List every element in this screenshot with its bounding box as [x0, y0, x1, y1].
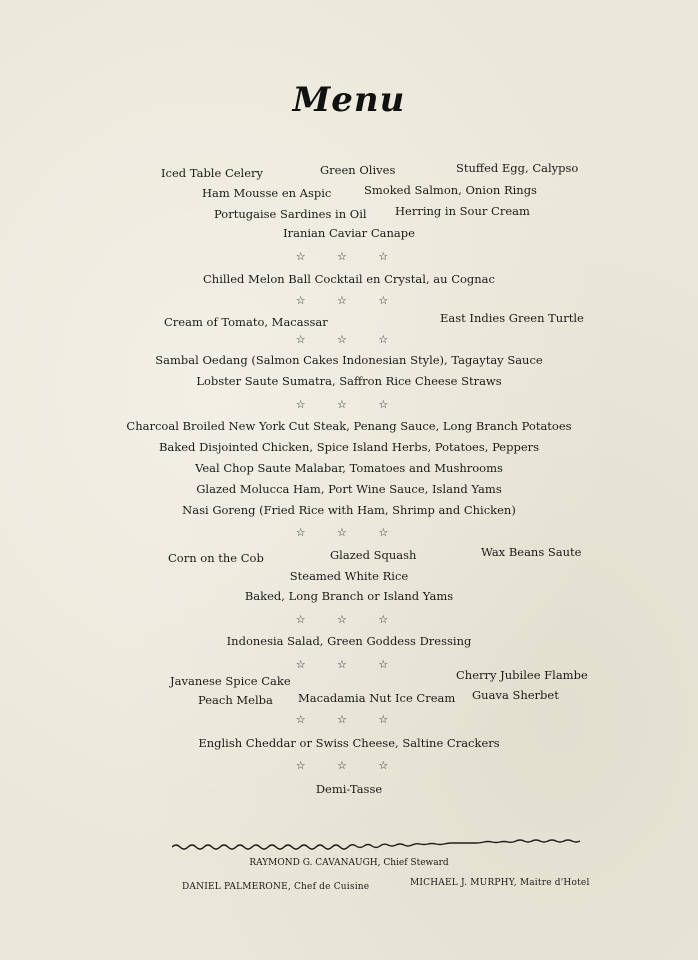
- menu-item: Green Olives: [320, 163, 396, 177]
- menu-item: Cream of Tomato, Macassar: [164, 315, 328, 329]
- menu-item: Baked, Long Branch or Island Yams: [244, 589, 454, 603]
- chief-steward-credit: RAYMOND G. CAVANAUGH, Chief Steward: [249, 858, 449, 868]
- menu-item: English Cheddar or Swiss Cheese, Saltine Crackers: [198, 736, 500, 750]
- menu-item: Nasi Goreng (Fried Rice with Ham, Shrimp and Chicken): [182, 503, 516, 517]
- menu-item: Sambal Oedang (Salmon Cakes Indonesian Style), Tagaytay Sauce: [155, 353, 543, 367]
- menu-item: Portugaise Sardines in Oil: [214, 207, 367, 221]
- menu-item: Demi-Tasse: [315, 782, 383, 796]
- star-divider: ☆ ☆ ☆: [295, 250, 403, 263]
- chef-credit: DANIEL PALMERONE, Chef de Cuisine: [182, 882, 370, 892]
- menu-item: Steamed White Rice: [289, 569, 409, 583]
- menu-item: Macadamia Nut Ice Cream: [298, 691, 456, 705]
- menu-item: Iranian Caviar Canape: [283, 226, 415, 240]
- menu-item: Glazed Squash: [330, 548, 417, 562]
- star-divider: ☆ ☆ ☆: [295, 398, 403, 411]
- star-divider: ☆ ☆ ☆: [295, 294, 403, 307]
- menu-item: Smoked Salmon, Onion Rings: [364, 183, 537, 197]
- menu-item: Baked Disjointed Chicken, Spice Island Herbs, Potatoes, Peppers: [158, 440, 540, 454]
- menu-item: Iced Table Celery: [161, 166, 264, 180]
- menu-item: Javanese Spice Cake: [170, 674, 291, 688]
- menu-item: Herring in Sour Cream: [395, 204, 530, 218]
- menu-item: Chilled Melon Ball Cocktail en Crystal, au Cognac: [203, 272, 495, 286]
- star-divider: ☆ ☆ ☆: [295, 526, 403, 539]
- menu-item: Corn on the Cob: [168, 551, 264, 565]
- menu-item: Guava Sherbet: [472, 688, 559, 702]
- page-title: Menu: [292, 80, 406, 120]
- menu-item: Glazed Molucca Ham, Port Wine Sauce, Island Yams: [196, 482, 502, 496]
- menu-item: East Indies Green Turtle: [440, 311, 584, 325]
- star-divider: ☆ ☆ ☆: [295, 613, 403, 626]
- maitre-credit: MICHAEL J. MURPHY, Maitre d'Hotel: [410, 878, 590, 888]
- menu-item: Indonesia Salad, Green Goddess Dressing: [226, 634, 472, 648]
- menu-item: Veal Chop Saute Malabar, Tomatoes and Mushrooms: [195, 461, 503, 475]
- menu-item: Charcoal Broiled New York Cut Steak, Penang Sauce, Long Branch Potatoes: [126, 419, 572, 433]
- menu-item: Cherry Jubilee Flambe: [456, 668, 588, 682]
- star-divider: ☆ ☆ ☆: [295, 658, 403, 671]
- menu-item: Stuffed Egg, Calypso: [456, 161, 579, 175]
- star-divider: ☆ ☆ ☆: [295, 333, 403, 346]
- menu-item: Wax Beans Saute: [481, 545, 582, 559]
- menu-item: Peach Melba: [198, 693, 273, 707]
- wavy-divider: [172, 838, 580, 852]
- star-divider: ☆ ☆ ☆: [295, 759, 403, 772]
- menu-item: Ham Mousse en Aspic: [202, 186, 332, 200]
- menu-item: Lobster Saute Sumatra, Saffron Rice Cheese Straws: [196, 374, 502, 388]
- star-divider: ☆ ☆ ☆: [295, 713, 403, 726]
